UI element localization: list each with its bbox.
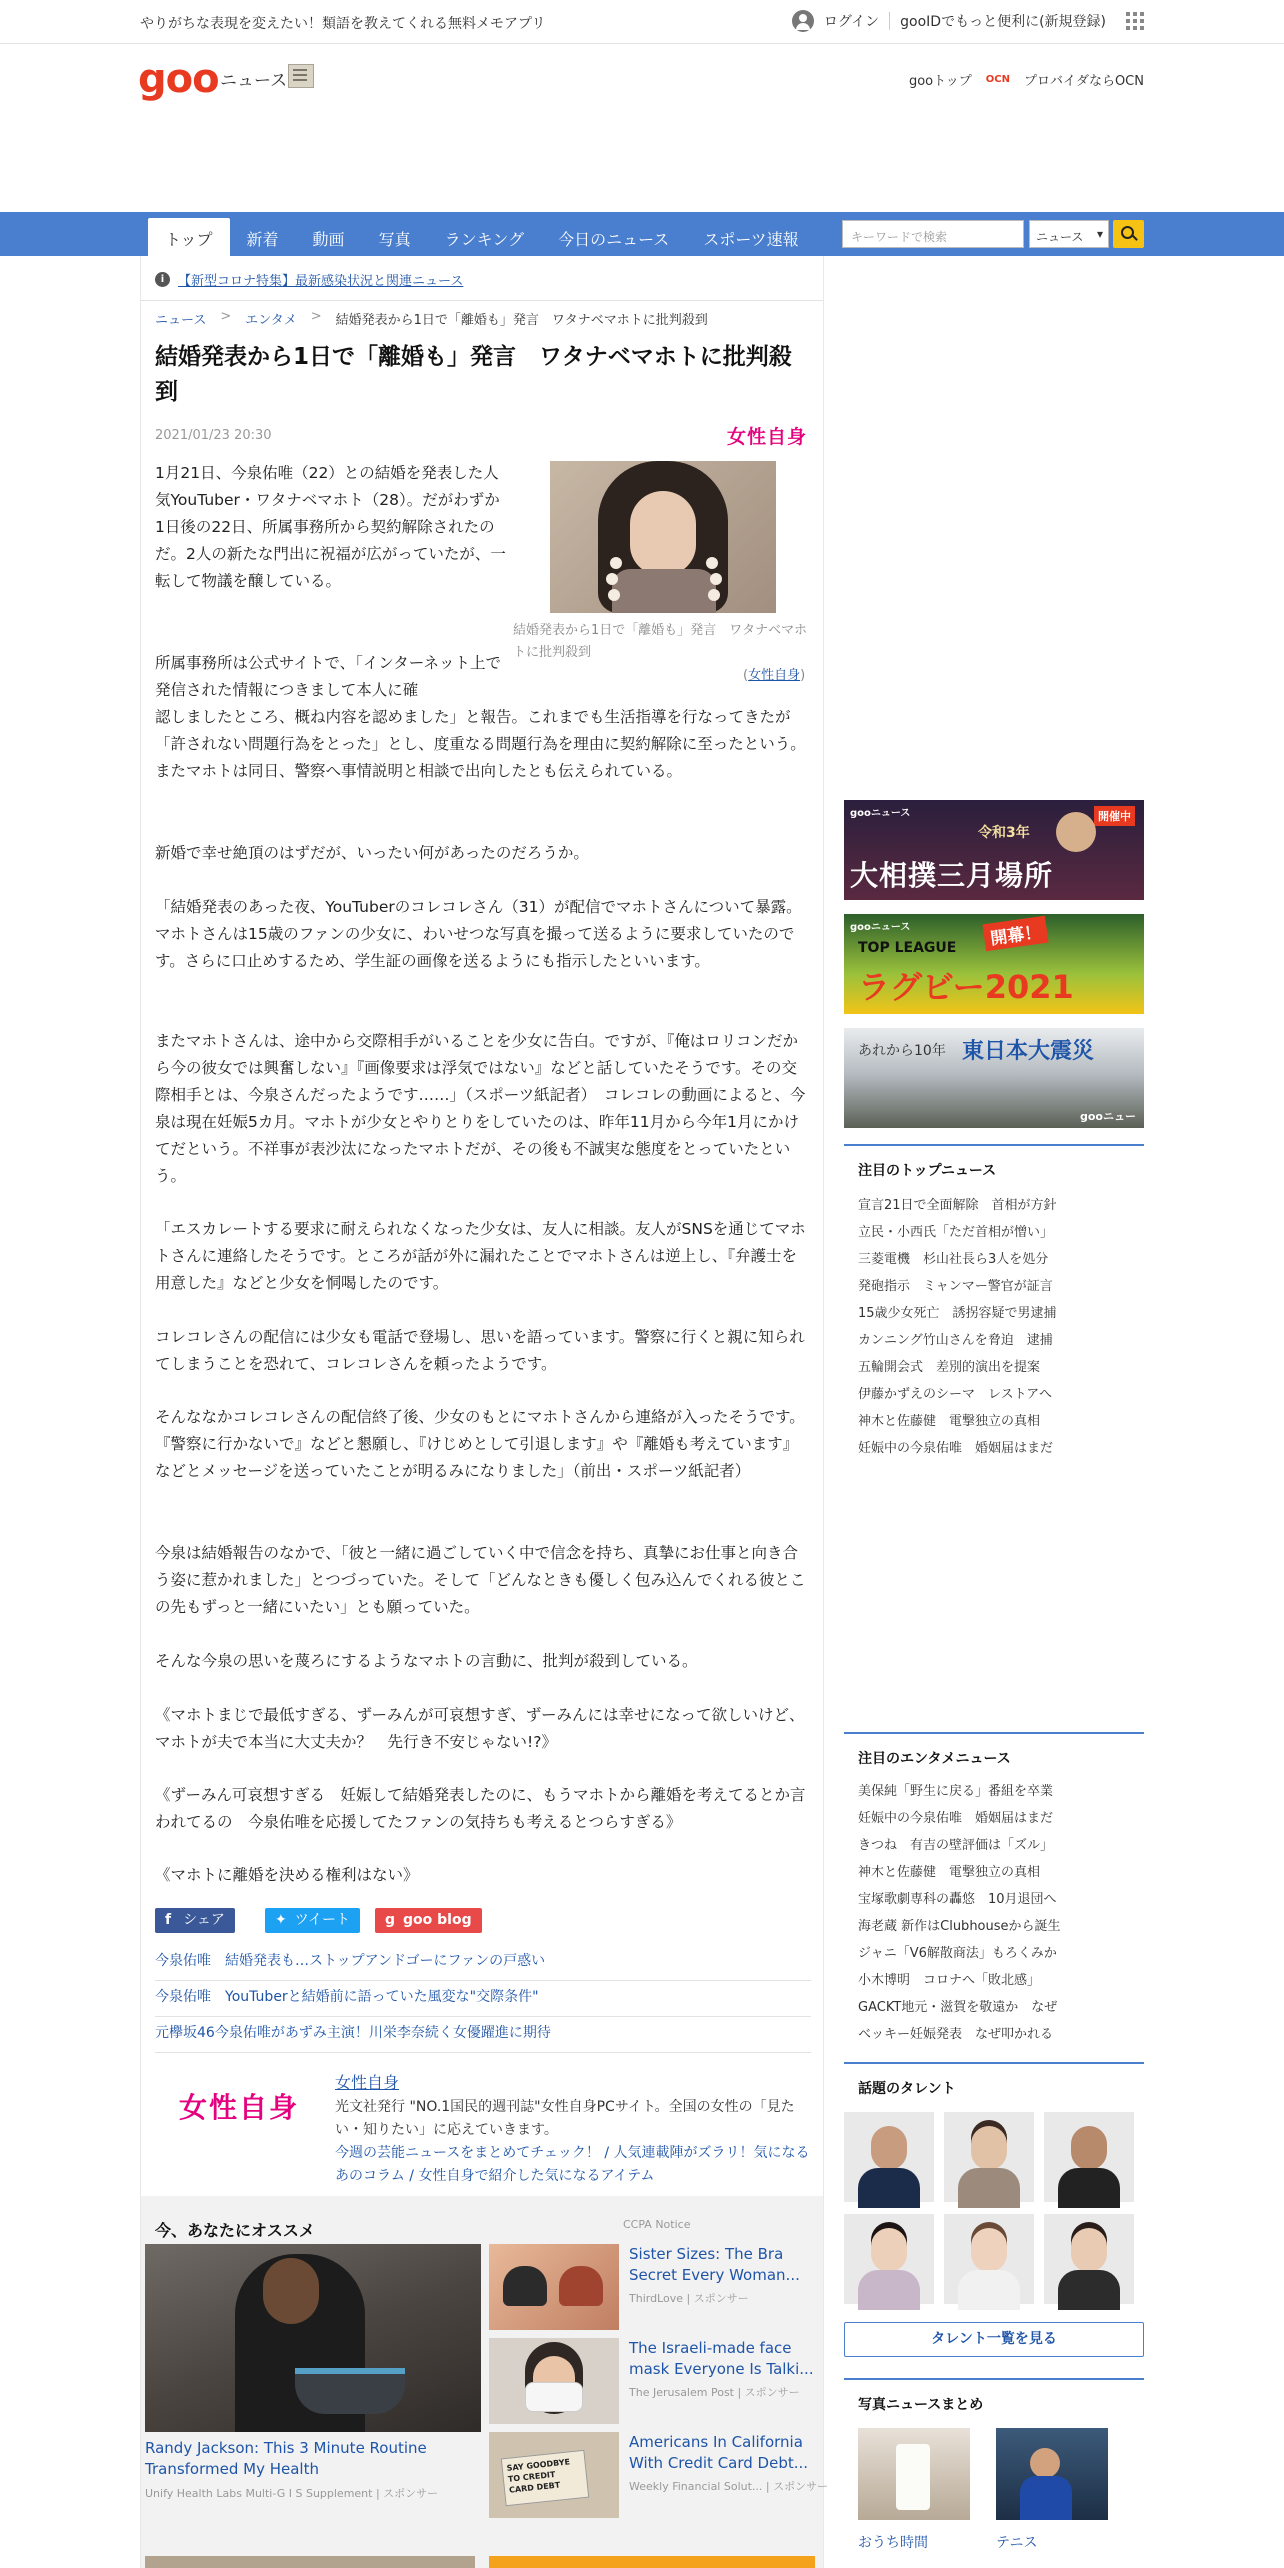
news-list-item[interactable]: カンニング竹山さんを脅迫 逮捕 [858, 1333, 1053, 1348]
recommend-image[interactable] [489, 2432, 619, 2518]
login-link[interactable]: ログイン [823, 14, 880, 30]
news-list-item[interactable]: 小木博明 コロナへ「敗北感」 [858, 1973, 1041, 1988]
info-icon: i [155, 272, 170, 287]
breadcrumb-news[interactable]: ニュース [155, 313, 207, 328]
news-list-item[interactable]: 神木と佐藤健 電撃独立の真相 [858, 1865, 1041, 1880]
photo-news-caption[interactable]: テニス [996, 2535, 1038, 2551]
paragraph-2b: 認しましたところ、概ね内容を認めました」と報告。これまでも生活指導を行なってきたが「許されない問題行為をとった」とし、度重なる問題行為を理由に契約解除に至ったという。またマホトは同日、警察へ事情説明と相談で出向したとも伝えられている。 [155, 708, 806, 780]
news-list-item[interactable]: 美保純「野生に戻る」番組を卒業 [858, 1784, 1054, 1799]
banner-sub: TOP LEAGUE [858, 940, 957, 956]
paragraph-2a: 所属事務所は公式サイトで、「インターネット上で発信された情報につきまして本人に確 [155, 654, 501, 699]
news-list-item[interactable]: 宝塚歌劇専科の轟悠 10月退団へ [858, 1892, 1057, 1907]
paragraph-11: 《マホトまじで最低すぎる、ずーみんが可哀想すぎ、ずーみんには幸せになって欲しいけど、マホトが夫で本当に大丈夫か？ 先行き不安じゃない!?》 [155, 1706, 805, 1751]
recommend-title: 今、あなたにオススメ [155, 2221, 315, 2240]
rugby-banner[interactable] [844, 914, 1144, 1014]
news-list-item[interactable]: 三菱電機 杉山社長ら3人を処分 [858, 1252, 1049, 1267]
paragraph-3: 新婚で幸せ絶頂のはずだが、いったい何があったのだろうか。 [155, 844, 589, 862]
paragraph-4: 「結婚発表のあった夜、YouTuberのコレコレさん（31）が配信でマホトさんについて暴露。マホトさんは15歳のファンの少女に、わいせつな写真を撮って送るように要求していたのです。さらに口止めするため、学生証の画像を送るようにも指示したといいます。 [155, 898, 802, 970]
nav-tabs [148, 218, 816, 256]
search-icon[interactable] [1113, 220, 1144, 248]
banner-brand: gooニュース [850, 808, 911, 819]
breadcrumb-separator: > [220, 309, 232, 324]
banner-title: ラグビー2021 [858, 968, 1074, 1006]
banner-prefix: あれから10年 [858, 1043, 946, 1059]
recommend-sponsor: ThirdLove | スポンサー [629, 2292, 749, 2305]
news-list-item[interactable]: 伊藤かずえのシーマ レストアへ [858, 1387, 1052, 1402]
divider [141, 300, 823, 301]
banner-year: 令和3年 [978, 825, 1030, 841]
twitter-share-button[interactable] [265, 1908, 360, 1933]
earthquake-banner[interactable] [844, 1028, 1144, 1139]
covid-notice [155, 270, 463, 289]
banner-title: 東日本大震災 [962, 1039, 1095, 1064]
recommend-title-link[interactable]: The Israeli-made face mask Everyone Is Talki... [629, 2339, 814, 2378]
news-list-item[interactable]: 神木と佐藤健 電撃独立の真相 [858, 1414, 1041, 1429]
news-list-item[interactable]: 海老蔵 新作はClubhouseから誕生 [858, 1919, 1061, 1934]
paragraph-12: 《ずーみん可哀想すぎる 妊娠して結婚発表したのに、もうマホトから離婚を考えてるとか言われてるの 今泉佑唯を応援してたファンの気持ちも考えるとつらすぎる》 [155, 1786, 806, 1831]
related-link[interactable]: 元欅坂46今泉佑唯があずみ主演！川栄李奈続く女優躍進に期待 [155, 2022, 811, 2053]
paragraph-10: そんな今泉の思いを蔑ろにするようなマホトの言動に、批判が殺到している。 [155, 1652, 698, 1670]
nav-tab[interactable]: 写真 [378, 230, 411, 249]
news-list-item[interactable]: 妊娠中の今泉佑唯 婚姻届はまだ [858, 1441, 1054, 1456]
recommend-image[interactable] [489, 2338, 619, 2424]
article-column [140, 256, 829, 2568]
global-nav [0, 212, 1284, 256]
ccpa-notice[interactable]: CCPA Notice [623, 2218, 691, 2231]
paragraph-9: 今泉は結婚報告のなかで、「彼と一緒に過ごしていく中で信念を持ち、真摯にお仕事と向き合う姿に惹かれました」とつづっていた。そして「どんなときも優しく包み込んでくれる彼とこの先もずっと一緒にいたい」とも願っていた。 [155, 1544, 806, 1616]
twitter-share-label: ツイート [294, 1912, 351, 1928]
breadcrumb-entame[interactable]: エンタメ [245, 313, 297, 328]
apps-grid-icon[interactable] [1126, 12, 1144, 30]
breadcrumb [155, 309, 708, 328]
facebook-share-label: シェア [183, 1912, 225, 1928]
banner-title: 大相撲三月場所 [850, 859, 1054, 892]
talent-list-button[interactable]: タレント一覧を見る [844, 2322, 1144, 2357]
publisher-logo[interactable]: 女性自身 [179, 2091, 300, 2124]
goo-logo[interactable]: goo [138, 56, 219, 102]
photo-news-title: 写真ニュースまとめ [844, 2378, 1144, 2414]
talent-title: 話題のタレント [844, 2062, 1144, 2098]
facebook-share-button[interactable] [155, 1908, 235, 1933]
news-list-item[interactable]: きつね 有吉の壁評価は「ズル」 [858, 1838, 1054, 1853]
breadcrumb-current: 結婚発表から1日で「離婚も」発言 ワタナベマホトに批判殺到 [335, 313, 708, 328]
top-news-list [858, 1192, 1138, 1462]
article-title: 結婚発表から1日で「離婚も」発言 ワタナベマホトに批判殺到 [155, 344, 792, 405]
goo-top-link[interactable]: gooトップ [908, 74, 972, 89]
section-title: ニュース [220, 71, 288, 91]
nav-tab[interactable]: 新着 [246, 230, 279, 249]
promo-link[interactable]: やりがちな表現を変えたい！類語を教えてくれる無料メモアプリ [140, 16, 546, 32]
divider [889, 12, 890, 30]
news-list-item[interactable]: 発砲指示 ミャンマー警官が証言 [858, 1279, 1053, 1294]
related-link[interactable]: 今泉佑唯 YouTuberと結婚前に語っていた風変な"交際条件" [155, 1986, 811, 2017]
recommend-sponsor: The Jerusalem Post | スポンサー [629, 2386, 800, 2399]
source-logo[interactable]: 女性自身 [727, 426, 808, 448]
talent-photo[interactable] [944, 2112, 1034, 2202]
photo-source-link[interactable]: 女性自身 [748, 668, 801, 683]
recommend-big-image[interactable] [145, 2244, 481, 2432]
nav-tab[interactable]: 動画 [312, 230, 345, 249]
paragraph-8: そんななかコレコレさんの配信終了後、少女のもとにマホトさんから連絡が入ったそうです。『警察に行かないで』などと懇願し、『けじめとして引退します』や『離婚も考えています』などとメッセージを送っていたことが明るみになりました」（前出・スポーツ紙記者） [155, 1408, 805, 1480]
article-photo[interactable] [550, 461, 776, 613]
banner-tag: 開催中 [1094, 806, 1135, 826]
photo-news-thumb[interactable] [996, 2428, 1108, 2520]
sumo-banner[interactable] [844, 800, 1144, 900]
breadcrumb-separator: > [310, 309, 322, 324]
news-list-item[interactable]: 宣言21日で全面解除 首相が方針 [858, 1198, 1057, 1213]
facebook-icon: f [165, 1912, 172, 1928]
talent-photo[interactable] [1044, 2214, 1134, 2304]
recommend-big-title[interactable]: Randy Jackson: This 3 Minute Routine Transformed My Health [145, 2439, 427, 2478]
photo-news-caption[interactable]: おうち時間 [858, 2535, 928, 2551]
nav-tab[interactable]: ランキング [444, 230, 525, 249]
nav-tab[interactable]: トップ [148, 218, 230, 256]
blog-icon: g [385, 1912, 396, 1928]
talent-photo[interactable] [844, 2112, 934, 2202]
recommend-image[interactable] [489, 2556, 815, 2568]
goo-blog-label: goo blog [403, 1912, 472, 1928]
recommend-big-sponsor: Unify Health Labs Multi-G I S Supplement | スポンサー [145, 2487, 439, 2500]
news-list-item[interactable]: 五輪開会式 差別的演出を提案 [858, 1360, 1041, 1375]
header-links [909, 70, 1144, 89]
covid-notice-link[interactable]: 【新型コロナ特集】最新感染状況と関連ニュース [178, 274, 464, 289]
register-link[interactable]: gooIDでもっと便利に(新規登録) [900, 14, 1106, 30]
account-area [792, 10, 1144, 32]
utility-bar [0, 0, 1284, 44]
publisher-description: 光文社発行 "NO.1国民的週刊誌"女性自身PCサイト。全国の女性の「見たい・知りたい」に応えていきます。 [335, 2099, 795, 2138]
paragraph-5: またマホトさんは、途中から交際相手がいることを少女に告白。ですが、『俺はロリコンだから今の彼女では興奮しない』『画像要求は浮気ではない』などと話していたそうです。その交際相手とは、今泉さんだったようです……」（スポーツ紙記者） コレコレの動画によると、今泉は現在妊娠5カ月。マホトが少女とやりとりをしていたのは、昨年11月から今年1月にかけてだという。不祥事が表沙汰になったマホトだが、その後も不誠実な態度をとっていたという。 [155, 1032, 806, 1185]
ocn-logo: OCN [985, 74, 1010, 85]
news-list-item[interactable]: 妊娠中の今泉佑唯 婚姻届はまだ [858, 1811, 1054, 1826]
recommend-image[interactable] [145, 2556, 475, 2568]
user-icon [792, 10, 814, 32]
recommend-sponsor: Weekly Financial Solut... | スポンサー [629, 2480, 829, 2493]
paragraph-6: 「エスカレートする要求に耐えられなくなった少女は、友人に相談。友人がSNSを通じてマホトさんに連絡したそうです。ところが話が外に漏れたことでマホトさんは逆上し、『弁護士を用意した』などと少女を恫喝したのです。 [155, 1220, 806, 1292]
search-input[interactable]: キーワードで検索 [842, 220, 1024, 248]
paragraph-7: コレコレさんの配信には少女も電話で登場し、思いを語っています。警察に行くと親に知られてしまうことを恐れて、コレコレさんを頼ったようです。 [155, 1328, 805, 1373]
news-list-item[interactable]: GACKT地元・滋賀を敬遠か なぜ [858, 2000, 1058, 2015]
ent-news-list [858, 1778, 1138, 2048]
publisher-links[interactable]: 今週の芸能ニュースをまとめてチェック！ / 人気連載陣がズラリ！気になるあのコラム / 女性自身で紹介した気になるアイテム [335, 2145, 810, 2184]
talent-photo[interactable] [844, 2214, 934, 2304]
photo-source: (女性自身) [743, 668, 806, 683]
news-list-item[interactable]: 15歳少女死亡 誘拐容疑で男逮捕 [858, 1306, 1057, 1321]
banner-brand: gooニュース [850, 922, 911, 933]
banner-tag: 開幕！ [982, 916, 1048, 952]
nav-tab[interactable]: 今日のニュース [558, 230, 670, 249]
talent-photo[interactable] [1044, 2112, 1134, 2202]
news-list-item[interactable]: ジャニ「V6解散商法」もろくみか [858, 1946, 1057, 1961]
newspaper-icon [288, 64, 314, 88]
banner-brand: gooニュース [1080, 1110, 1136, 1139]
nav-tab[interactable]: スポーツ速報 [703, 230, 799, 249]
goo-blog-share-button[interactable] [375, 1908, 482, 1933]
paragraph-1: 1月21日、今泉佑唯（22）との結婚を発表した人気YouTuber・ワタナベマホト（28）。だがわずか1日後の22日、所属事務所から契約解除されたのだ。2人の新たな門出に祝福が広がっていたが、一転して物議を醸している。 [155, 464, 506, 590]
publisher-name[interactable]: 女性自身 [335, 2073, 400, 2092]
related-link[interactable]: 今泉佑唯 結婚発表も…ストップアンドゴーにファンの戸惑い [155, 1950, 811, 1981]
recommend-title-link[interactable]: Sister Sizes: The Bra Secret Every Woman... [629, 2245, 800, 2284]
recommend-title-link[interactable]: Americans In California With Credit Card Debt... [629, 2433, 809, 2472]
recommend-image[interactable] [489, 2244, 619, 2330]
paragraph-13: 《マホトに離婚を決める権利はない》 [155, 1866, 419, 1884]
ent-news-title: 注目のエンタメニュース [844, 1732, 1144, 1768]
photo-news-thumb[interactable] [858, 2428, 970, 2520]
news-list-item[interactable]: ベッキー妊娠発表 なぜ叩かれる [858, 2027, 1054, 2042]
photo-caption: 結婚発表から1日で「離婚も」発言 ワタナベマホトに批判殺到 [513, 623, 808, 660]
talent-photo[interactable] [944, 2214, 1034, 2304]
twitter-icon: ✦ [275, 1912, 287, 1928]
news-list-item[interactable]: 立民・小西氏「ただ首相が憎い」 [858, 1225, 1054, 1240]
search-scope-select[interactable]: ニュース ▾ [1029, 220, 1109, 248]
ocn-link[interactable]: プロバイダならOCN [1023, 74, 1144, 89]
article-date: 2021/01/23 20:30 [155, 428, 272, 443]
top-news-title: 注目のトップニュース [844, 1144, 1144, 1180]
recommend-card-text: SAY GOODBYE TO CREDIT CARD DEBT [501, 2450, 590, 2507]
